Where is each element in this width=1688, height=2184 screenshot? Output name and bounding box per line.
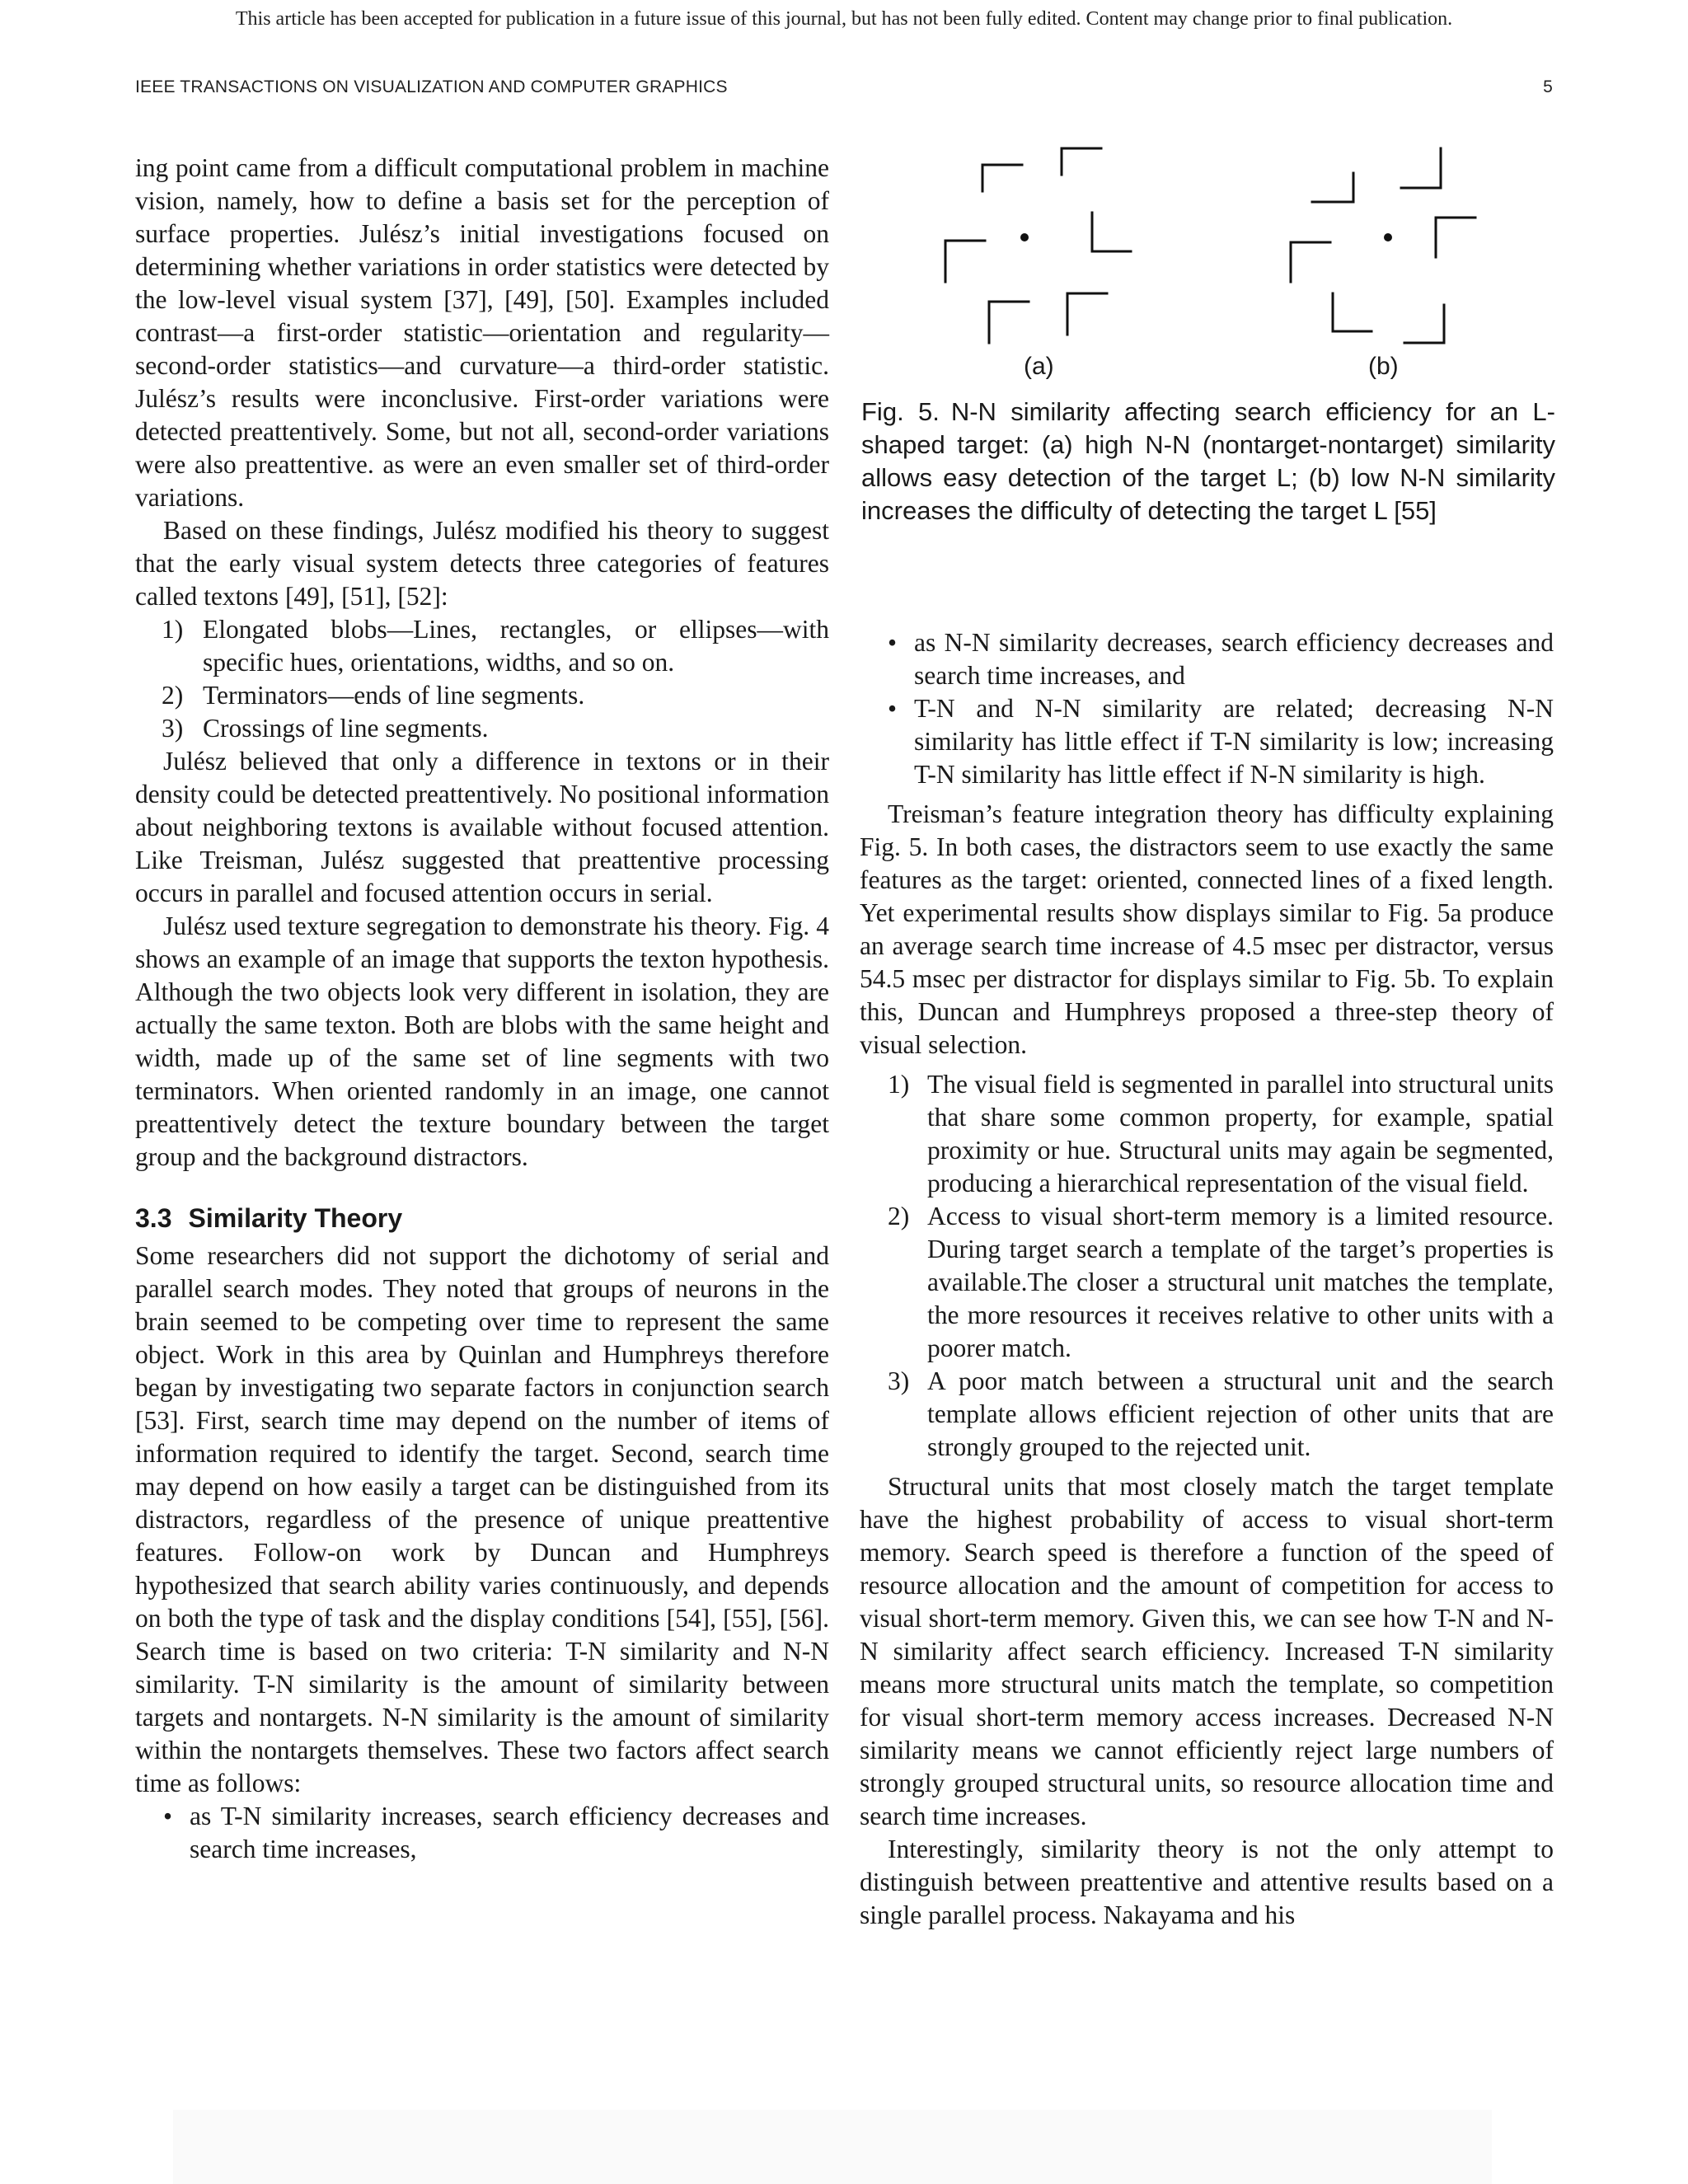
bullet-icon: • <box>163 1802 173 1830</box>
list-item <box>860 626 1554 692</box>
list-item <box>135 613 829 679</box>
l-shape-target <box>1333 293 1372 331</box>
l-shape-distractor <box>1312 173 1353 202</box>
figure-caption-label: Fig. 5. <box>861 397 940 426</box>
texton-list <box>135 613 829 745</box>
list-item-text: Terminators—ends of line segments. <box>203 681 585 710</box>
section-number: 3.3 <box>135 1203 172 1233</box>
l-shape-distractor <box>1404 305 1444 343</box>
list-item <box>860 1068 1554 1200</box>
bullet-list <box>860 626 1554 791</box>
paragraph: Based on these findings, Julész modified his theory to suggest that the early visual system detects three categories of features called textons [49], [51], [52]: <box>135 516 829 611</box>
journal-header: IEEE TRANSACTIONS ON VISUALIZATION AND COMPUTER GRAPHICS <box>135 77 728 96</box>
list-item <box>860 692 1554 791</box>
paragraph: Julész used texture segregation to demonstrate his theory. Fig. 4 shows an example of an image that supports the texton hypothesis. Although the two objects look very different in isolation, they are actually the same texton. Both are blobs with the same height and width, made up of the same set of line segments with two terminators. When oriented randomly in an image, one cannot preattentively detect the texture boundary between the target group and the background distractors. <box>135 912 829 1171</box>
l-shape-distractor <box>1062 148 1101 175</box>
l-shape-distractor <box>982 165 1022 191</box>
selection-steps-list <box>860 1068 1554 1464</box>
left-column <box>135 152 829 1866</box>
list-number: 1) <box>162 615 184 644</box>
figure-caption-text: N-N similarity affecting search efficiency for an L-shaped target: (a) high N-N (nontarget-nontarget) similarity allows easy detection of the target L; (b) low N-N similarity increases the difficulty of detecting the target L [55] <box>861 397 1555 525</box>
figure-label-b: (b) <box>1368 353 1399 380</box>
figure-label-a: (a) <box>1024 353 1054 380</box>
l-shape-distractor <box>1067 293 1107 335</box>
bullet-icon: • <box>888 628 898 657</box>
list-item-text: as N-N similarity decreases, search efficiency decreases and search time increases, and <box>914 628 1554 690</box>
figure-caption <box>861 396 1555 527</box>
paragraph: Julész believed that only a difference in textons or in their density could be detected preattentively. No positional information about neighboring textons is available without focused attention. Like Treisman, Julész suggested that preattentive processing occurs in parallel and focused attention occurs in serial. <box>135 747 829 907</box>
right-column <box>860 626 1554 1932</box>
l-shape-distractor <box>1401 148 1441 188</box>
paragraph: Structural units that most closely match the target template have the highest probability of access to visual short-term memory. Search speed is therefore a function of the speed of resource allocation and the amount of competition for access to visual short-term memory. Given this, we can see how T-N and N-N similarity affect search efficiency. Increased T-N similarity means more structural units match the template, so competition for visual short-term memory access increases. Decreased N-N similarity means we cannot efficiently reject large numbers of strongly grouped structural units, so resource allocation time and search time increases. <box>860 1472 1554 1830</box>
l-shape-distractor <box>945 241 985 282</box>
l-shape-distractor <box>1436 218 1475 257</box>
list-number: 2) <box>888 1202 910 1230</box>
page-footer-shade <box>173 2110 1492 2184</box>
list-item <box>135 712 829 745</box>
l-shape-distractor <box>1291 242 1330 282</box>
paragraph: Treisman’s feature integration theory has difficulty explaining Fig. 5. In both cases, the distractors seem to use exactly the same features as the target: oriented, connected lines of a fixed length. Yet experimental results show displays similar to Fig. 5a produce an average search time increase of 4.5 msec per distractor, versus 54.5 msec per distractor for displays similar to Fig. 5b. To explain this, Duncan and Humphreys proposed a three-step theory of visual selection. <box>860 799 1554 1059</box>
l-shape-distractor <box>989 302 1029 343</box>
list-number: 2) <box>162 681 184 710</box>
list-item-text: T-N and N-N similarity are related; decreasing N-N similarity has little effect if T-N similarity is low; increasing T-N similarity has little effect if N-N similarity is high. <box>914 694 1554 789</box>
fixation-dot <box>1020 233 1029 241</box>
list-item-text: Elongated blobs—Lines, rectangles, or ellipses—with specific hues, orientations, widths, and so on. <box>203 615 829 677</box>
list-item <box>860 1365 1554 1464</box>
list-item <box>135 679 829 712</box>
l-shape-target <box>1092 213 1131 251</box>
list-item-text: Access to visual short-term memory is a limited resource. During target search a template of the target’s properties is available.The closer a structural unit matches the template, the more resources it receives relative to other units with a poorer match. <box>927 1202 1554 1362</box>
list-item <box>135 1800 829 1866</box>
section-title: Similarity Theory <box>188 1203 403 1233</box>
publication-banner: This article has been accepted for publication in a future issue of this journal, but has not been fully edited. Content may change prior to final publication. <box>235 8 1453 30</box>
paragraph: Some researchers did not support the dichotomy of serial and parallel search modes. They noted that groups of neurons in the brain seemed to be competing over time to represent the same object. Work in this area by Quinlan and Humphreys therefore began by investigating two separate factors in conjunction search [53]. First, search time may depend on the number of items of information required to identify the target. Second, search time may depend on how easily a target can be distinguished from its distractors, regardless of the presence of unique preattentive features. Follow-on work by Duncan and Humphreys hypothesized that search ability varies continuously, and depends on both the type of task and the display conditions [54], [55], [56]. Search time is based on two criteria: T-N similarity and N-N similarity. T-N similarity is the amount of similarity between targets and nontargets. N-N similarity is the amount of similarity within the nontargets themselves. These two factors affect search time as follows: <box>135 1241 829 1797</box>
list-item-text: A poor match between a structural unit and the search template allows efficient rejection of other units that are strongly grouped to the rejected unit. <box>927 1366 1554 1461</box>
figure-5 <box>907 132 1508 396</box>
list-number: 3) <box>162 714 184 743</box>
list-item-text: as T-N similarity increases, search efficiency decreases and search time increases, <box>190 1802 829 1863</box>
list-number: 3) <box>888 1366 910 1395</box>
list-item-text: The visual field is segmented in parallel into structural units that share some common property, for example, spatial proximity or hue. Structural units may again be segmented, producing a hierarchical representation of the visual field. <box>927 1070 1554 1197</box>
bullet-icon: • <box>888 694 898 723</box>
list-item <box>860 1200 1554 1365</box>
paragraph: Interestingly, similarity theory is not the only attempt to distinguish between preattentive and attentive results based on a single parallel process. Nakayama and his <box>860 1835 1554 1929</box>
bullet-list <box>135 1800 829 1866</box>
list-item-text: Crossings of line segments. <box>203 714 489 743</box>
fixation-dot <box>1384 233 1392 241</box>
paragraph: ing point came from a difficult computational problem in machine vision, namely, how to define a basis set for the perception of surface properties. Julész’s initial investigations focused on determining whether variations in order statistics were detected by the low-level visual system [37], [49], [50]. Examples included contrast—a first-order statistic—orientation and regularity—second-order statistics—and curvature—a third-order statistic. Julész’s results were inconclusive. First-order variations were detected preattentively. Some, but not all, second-order variations were also preattentive. as were an even smaller set of third-order variations. <box>135 153 829 512</box>
list-number: 1) <box>888 1070 910 1099</box>
section-heading <box>135 1202 829 1235</box>
page-number: 5 <box>1543 77 1553 96</box>
